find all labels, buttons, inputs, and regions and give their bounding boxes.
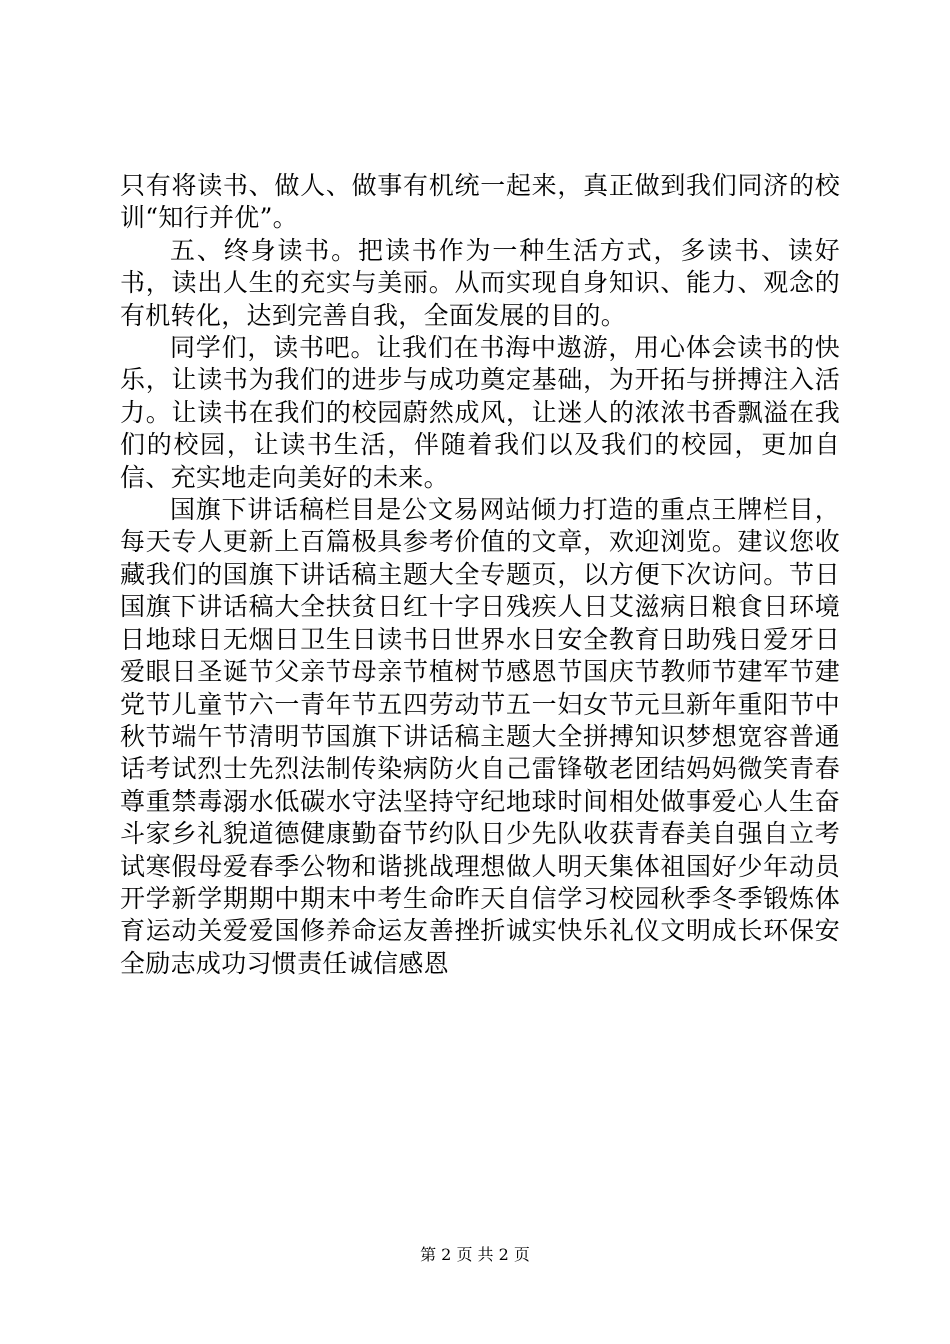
paragraph-lifelong-reading: 五、终身读书。把读书作为一种生活方式，多读书、读好书，读出人生的充实与美丽。从而实现自身知识、能力、观念的有机转化，达到完善自我，全面发展的目的。 [120,235,840,330]
paragraph-continuation: 只有将读书、做人、做事有机统一起来，真正做到我们同济的校训“知行并优”。 [120,171,840,233]
page-footer: 第 2 页 共 2 页 [420,1245,530,1264]
document-body [120,170,840,980]
paragraph-site-promo: 国旗下讲话稿栏目是公文易网站倾力打造的重点王牌栏目，每天专人更新上百篇极具参考价值的文章，欢迎浏览。建议您收藏我们的国旗下讲话稿主题大全专题页，以方便下次访问。节日国旗下讲话稿大全扶贫日红十字日残疾人日艾滋病日粮食日环境日地球日无烟日卫生日读书日世界水日安全教育日助残日爱牙日爱眼日圣诞节父亲节母亲节植树节感恩节国庆节教师节建军节建党节儿童节六一青年节五四劳动节五一妇女节元旦新年重阳节中秋节端午节清明节国旗下讲话稿主题大全拼搏知识梦想宽容普通话考试烈士先烈法制传染病防火自己雷锋敬老团结妈妈微笑青春尊重禁毒溺水低碳水守法坚持守纪地球时间相处做事爱心人生奋斗家乡礼貌道德健康勤奋节约队日少先队收获青春美自强自立考试寒假母爱春季公物和谐挑战理想做人明天集体祖国好少年动员开学新学期期中期末中考生命昨天自信学习校园秋季冬季锻炼体育运动关爱爱国修养命运友善挫折诚实快乐礼仪文明成长环保安全励志成功习惯责任诚信感恩 [120,495,840,978]
paragraph-call-to-read: 同学们，读书吧。让我们在书海中遨游，用心体会读书的快乐，让读书为我们的进步与成功奠定基础，为开拓与拼搏注入活力。让读书在我们的校园蔚然成风，让迷人的浓浓书香飘溢在我们的校园，让读书生活，伴随着我们以及我们的校园，更加自信、充实地走向美好的未来。 [120,333,840,492]
